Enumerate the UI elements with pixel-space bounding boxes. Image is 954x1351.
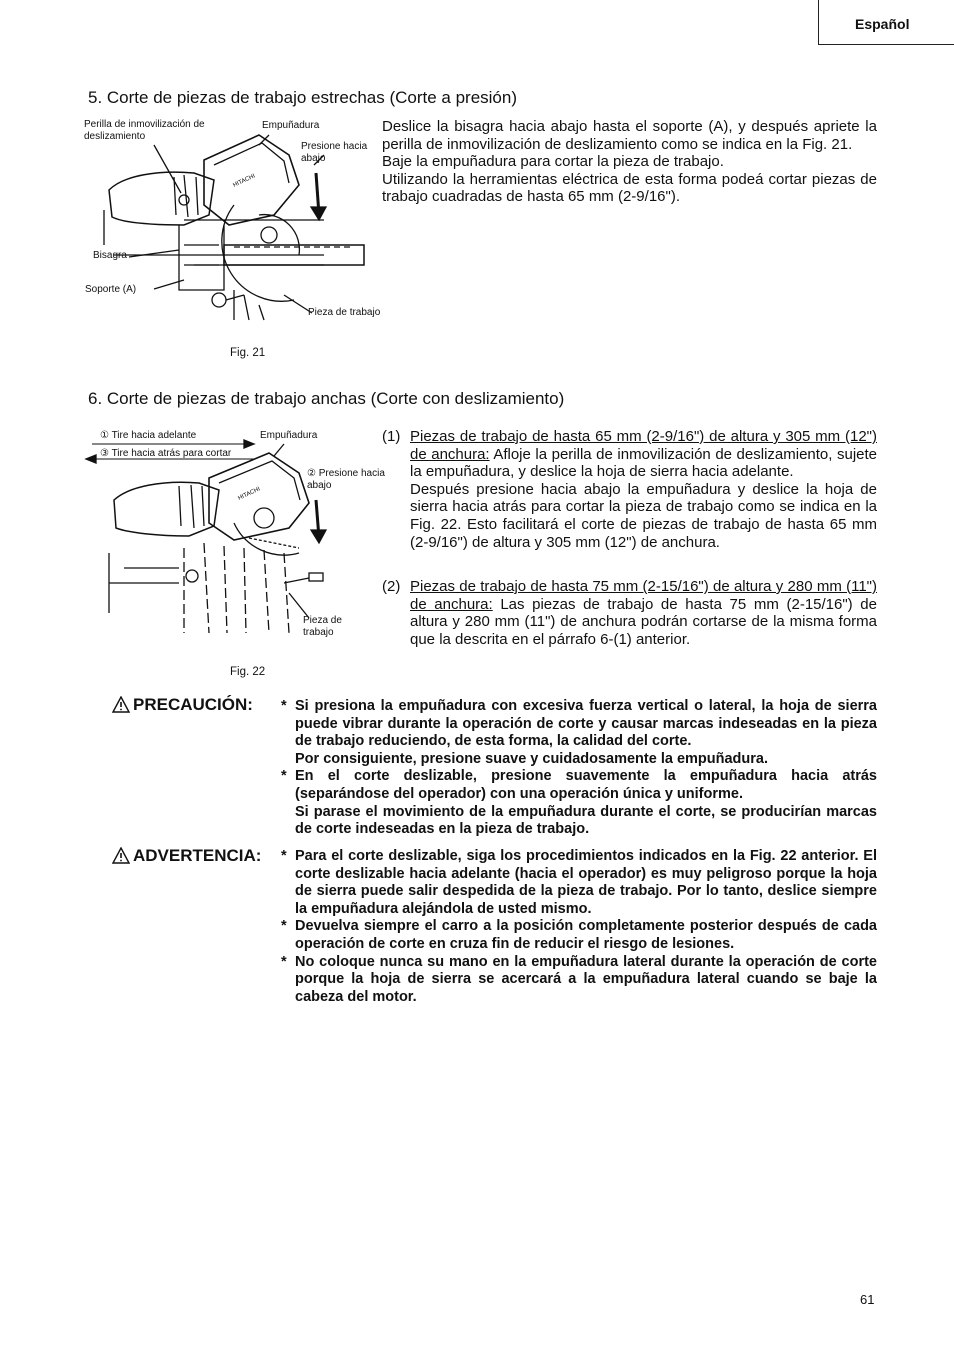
- section6-item-1: [382, 428, 877, 573]
- bullet-text: * Para el corte deslizable, siga los procedimientos indicados en la Fig. 22 anterior. El corte deslizable hacia adelante (hacia el operador) es muy peligroso porque la hoja de sierra puede salir despedida de la pieza de trabajo. Por lo tanto, deslice siempre la empuñadura alejándola de usted mismo.: [295, 848, 877, 917]
- fig21-label-hinge: Bisagra: [93, 250, 127, 261]
- warning-triangle-icon: [112, 696, 130, 714]
- fig21-label-lock-knob: Perilla de inmovilización de deslizamiento: [84, 119, 205, 142]
- warning-bullet: [281, 918, 877, 953]
- section5-paragraph: Utilizando la herramientas eléctrica de esta forma podeá cortar piezas de trabajo cuadradas de hasta 65 mm (2-9/16").: [382, 170, 877, 206]
- fig21-caption: Fig. 21: [230, 347, 266, 359]
- fig22-label-pull-back: ③ Tire hacia atrás para cortar: [100, 448, 232, 459]
- fig21-brand: HITACHI: [232, 173, 257, 189]
- fig21-label-press-down: Presione hacia abajo: [301, 141, 368, 164]
- section5-title: 5. Corte de piezas de trabajo estrechas (Corte a presión): [88, 88, 518, 107]
- section6-item-2: [382, 578, 877, 653]
- fig22-label-workpiece: Pieza de trabajo: [303, 615, 342, 638]
- section5-text: [382, 118, 877, 206]
- caution-bullet: [281, 768, 877, 838]
- language-tab: [818, 0, 954, 45]
- fig21-label-holder: Soporte (A): [85, 284, 137, 295]
- section5-paragraph: Baje la empuñadura para cortar la pieza de trabajo.: [382, 153, 724, 171]
- warning-triangle-icon: [112, 847, 130, 865]
- item-text: Afloje la perilla de inmovilización de deslizamiento, sujete la empuñadura, y deslice la hoja de sierra hacia adelante.: [410, 445, 877, 481]
- fig22-caption: Fig. 22: [230, 666, 266, 678]
- warning-list: [281, 848, 877, 1006]
- item-heading: Piezas de trabajo de hasta 65 mm (2-9/16") de altura y 305 mm (12") de anchura:: [410, 428, 877, 463]
- fig21-label-workpiece: Pieza de trabajo: [308, 307, 381, 318]
- bullet-text: * Si presiona la empuñadura con excesiva fuerza vertical o lateral, la hoja de sierra puede vibrar durante la operación de corte y causar marcas indeseadas en la pieza de trabajo reduciendo, de esta forma, la calidad del corte.: [295, 698, 877, 750]
- bullet-text: * No coloque nunca su mano en la empuñadura lateral durante la operación de corte porque la hoja de sierra se acercará a la empuñadura lateral cuando se baje la cabeza del motor.: [295, 953, 877, 1005]
- caution-bullet: [281, 698, 877, 768]
- page-number: 61: [860, 1292, 875, 1307]
- bullet-text: Por consiguiente, presione suave y cuidadosamente la empuñadura.: [295, 750, 768, 767]
- item-heading: Piezas de trabajo de hasta 75 mm (2-15/16") de altura y 280 mm (11") de anchura:: [410, 578, 877, 613]
- bullet-text: Si parase el movimiento de la empuñadura durante el corte, se producirían marcas de corte indeseadas en la pieza de trabajo.: [295, 803, 877, 838]
- fig22-label-pull-forward: ① Tire hacia adelante: [100, 430, 197, 441]
- fig22-label-press-down: ② Presione hacia abajo: [307, 468, 385, 491]
- warning-heading: [112, 846, 261, 866]
- section6-title: 6. Corte de piezas de trabajo anchas (Corte con deslizamiento): [88, 389, 565, 408]
- caution-label: PRECAUCIÓN:: [133, 695, 253, 714]
- fig22-brand: HITACHI: [237, 486, 262, 502]
- caution-heading: [112, 695, 253, 715]
- section5-paragraph: Deslice la bisagra hacia abajo hasta el soporte (A), y después apriete la perilla de inmovilización de deslizamiento como se indica en la Fig. 21.: [382, 118, 877, 153]
- fig22-label-handle: Empuñadura: [260, 430, 318, 441]
- warning-label: ADVERTENCIA:: [133, 846, 262, 865]
- bullet-text: * Devuelva siempre el carro a la posición completamente posterior después de cada operación de corte en cruza fin de reducir el riesgo de lesiones.: [295, 918, 877, 952]
- item-text: Las piezas de trabajo de hasta 75 mm (2-15/16") de altura y 280 mm (11") de anchura podrán cortarse de la misma forma que la descrita en el párrafo 6-(1) anterior.: [410, 595, 877, 648]
- item-text-2: Después presione hacia abajo la empuñadura y deslice la hoja de sierra hacia atrás para cortar la pieza de trabajo como se indica en la Fig. 22. Esto facilitará el corte de piezas de trabajo de hasta 65 mm (2-9/16") de altura y 305 mm (12") de anchura.: [410, 480, 877, 551]
- caution-list: [281, 698, 877, 839]
- bullet-text: * En el corte deslizable, presione suavemente la empuñadura hacia atrás (separándose del operador) con una operación única y uniforme.: [295, 768, 877, 802]
- warning-bullet: [281, 954, 877, 1007]
- language-label: Español: [855, 16, 910, 32]
- item-number: (1): [382, 428, 401, 445]
- item-number: (2): [382, 578, 401, 595]
- fig22-illustration: [84, 428, 384, 638]
- fig21-label-handle: Empuñadura: [262, 120, 320, 131]
- warning-bullet: [281, 848, 877, 918]
